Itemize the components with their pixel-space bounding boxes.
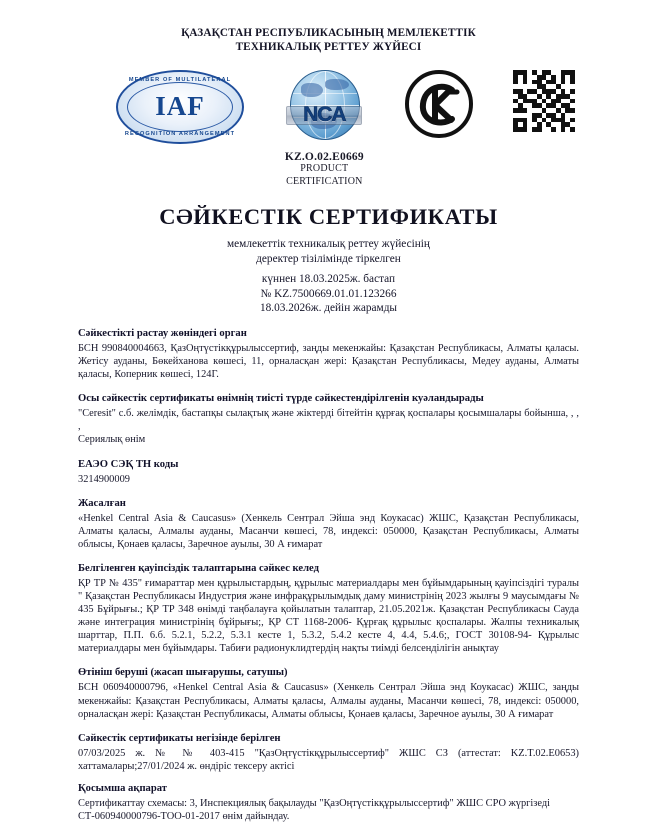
section-heading: Өтініш беруші (жасап шығарушы, сатушы) (78, 667, 288, 679)
section-applicant (78, 666, 579, 720)
section-text-secondary: СТ-060940000796-ТОО-01-2017 өнім дайындау. (78, 811, 290, 823)
page-title: СӘЙКЕСТІК СЕРТИФИКАТЫ (159, 204, 498, 229)
date-from: күннен 18.03.2025ж. бастап (261, 273, 396, 286)
section-text: БСН 060940000796, «Henkel Central Asia & Caucasus» (Хенкель Сентрал Эйша энд Коукасас) ЖШС, заңды мекенжайы: Қазақстан Республикасы, Алматы қаласы, Алмалы ауданы, Масанчи көшесі, 78, индексі: 050000, орналасқан жері: Қазақстан Республикасы, Алматы облысы, Қонаев қаласы, Заречное ауылы, 30 А ғимарат (78, 682, 579, 720)
section-text: "Ceresit" с.б. желімдік, бастапқы сылақтық және жіктерді бітейтін құрғақ қоспалары қосымшалары бойынша, , , , (78, 408, 579, 433)
kz-conformity-mark (405, 70, 473, 138)
section-text: БСН 990840004663, ҚазОңтүстікқұрылыссертиф, заңды мекенжайы: Қазақстан Республикасы, Алматы қаласы. Жетісу ауданы, Бөкейханова көшесі, 11, орналасқан жері: Қазақстан Республикасы, Медеу ауданы, Алматы қаласы, Коперник көшесі, 124Г. (78, 342, 579, 381)
section-text-serial: Сериялық өнім (78, 434, 146, 446)
section-heading: Осы сәйкестік сертификаты өнімнің тиісті түрде сәйкестендірілгенін куәландырады (78, 393, 484, 405)
header-line-2: ТЕХНИКАЛЫҚ РЕТТЕУ ЖҮЙЕСІ (235, 41, 422, 53)
registry-line-1: мемлекеттік техникалық реттеу жүйесінің (227, 238, 430, 250)
header-line-1: ҚАЗАҚСТАН РЕСПУБЛИКАСЫНЫҢ МЕМЛЕКЕТТІК (181, 27, 476, 39)
document-header (78, 26, 579, 54)
section-heading: Қосымша ақпарат (78, 782, 167, 794)
section-certification-body (78, 327, 579, 381)
kz-mark-glyph-icon (405, 70, 473, 138)
nca-accreditation-code: KZ.O.02.E0669 (284, 151, 364, 163)
section-heading: Сәйкестікті растау жөніндегі орган (78, 327, 247, 339)
qr-code-icon (513, 70, 575, 132)
title-block (78, 204, 579, 316)
valid-until: 18.03.2026ж. дейін жарамды (259, 302, 398, 315)
logo-strip (78, 70, 579, 188)
section-manufacturer (78, 497, 579, 551)
section-basis (78, 732, 579, 773)
qr-code (513, 70, 575, 132)
section-heading: Жасалған (78, 497, 126, 509)
section-text: 3214900009 (78, 473, 130, 485)
nca-subtitle-line-2: CERTIFICATION (286, 175, 363, 187)
section-product (78, 392, 579, 446)
nca-logo (284, 70, 364, 188)
section-text: «Henkel Central Asia & Caucasus» (Хенкель Сентрал Эйша энд Коукасас) ЖШС, Қазақстан Республикасы, Алматы қаласы, Алмалы ауданы, Масанчи көшесі, 78, индексі: 050000, Қазақстан Республикасы, Алматы облысы, Қонаев қаласы, Заречное ауылы, 30 А ғимарат (78, 512, 579, 550)
section-heading: Сәйкестік сертификаты негізінде берілген (78, 732, 281, 744)
iaf-logo (116, 70, 244, 144)
registry-line-2: деректер тізілімінде тіркелген (256, 252, 401, 265)
section-text: ҚР ТР № 435" ғимараттар мен құрылыстардың, құрылыс материалдары мен бұйымдарының қауіпсіздігі туралы " Қазақстан Республикасы Индустрия және инфрақұрылымдық даму министрінің 2023 жылғы 9 маусымдағы № 435 Бұйрығы.; ҚР ТР 348 өнімді таңбалауға қойылатын талаптар, 21.05.2021ж. Қазақстан Республикасы Сауда және интеграция министрінің бұйрығы;, ҚР СТ 1168-2006- Құрғақ құрылыс қоспалары. Жалпы техникалық шарттар, П.П. 6.б. 5.2.1, 5.2.2, 5.3.1 кесте 1, 5.3.2, 5.4.2 кесте 4, 4.4, 5.4.6;, ГОСТ 30108-94- Құрылыс материалдары мен бұйымдары. Табиғи радионуклидтердің нақты тиімді белсенділігін анықтау (78, 577, 579, 655)
nca-subtitle-line-1: PRODUCT (300, 163, 349, 174)
section-tn-code (78, 458, 579, 486)
section-heading: Белгіленген қауіпсіздік талаптарына сәйкес келед (78, 562, 319, 574)
iaf-arc-bottom-text: RECOGNITION ARRANGEMENT (124, 131, 236, 137)
section-text: Сертификаттау схемасы: 3, Инспекциялық бақылауды "ҚазОңтүстікқұрылыссертиф" ЖШС СРО жүргізеді (78, 797, 551, 809)
section-safety-requirements (78, 562, 579, 656)
section-heading: ЕАЭО СЭҚ ТН коды (78, 458, 179, 470)
nca-wordmark: NCA (303, 103, 346, 126)
section-text: 07/03/2025 ж. № № 403-415 "ҚазОңтүстікқұрылыссертиф" ЖШС СЗ (аттестат: KZ.T.02.E0653) хаттамалары;27/01/2024 ж. өндіріс тексеру актісі (78, 747, 579, 772)
iaf-letters: IAF (155, 90, 205, 121)
certificate-number: № KZ.7500669.01.01.123266 (260, 287, 397, 300)
section-additional-info (78, 782, 579, 823)
iaf-arc-top-text: MEMBER OF MULTILATERAL (128, 77, 232, 83)
